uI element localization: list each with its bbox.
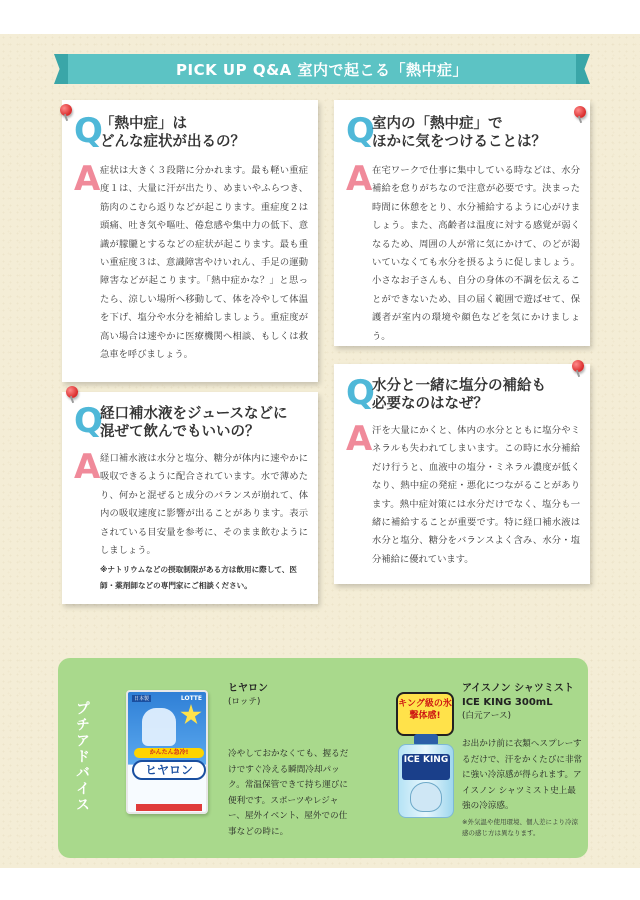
product-description: 冷やしておかなくても、握るだけですぐ冷える瞬間冷却パック。常温保管できて持ち運びに便利です。スポーツやレジャー、屋外イベント、屋外での仕事などの時に。 [228, 749, 349, 837]
qa-card-salt [334, 364, 590, 584]
product-hiyaron [228, 682, 352, 841]
hiyaron-package-image [126, 690, 208, 814]
package-stripe [136, 804, 202, 811]
product-note: ※外気温や使用環境、個人差により冷涼感の感じ方は異なります。 [462, 817, 578, 837]
qa-card-ors [62, 392, 318, 604]
qa-card-symptoms [62, 100, 318, 382]
advice-panel [58, 658, 588, 858]
product-name-line2: ICE KING 300mL [462, 697, 553, 708]
q-letter: Q [74, 111, 103, 151]
q-letter: Q [346, 373, 375, 413]
answer-text: 汗を大量にかくと、体内の水分とともに塩分やミネラルも失われてしまいます。この時に水分補給だけ行うと、血液中の塩分・ミネラル濃度が低くなり、熱中症の発症・悪化につながることがあります。熱中症対策には水分だけでなく、塩分も一緒に補給することが重要です。特に経口補水液は水分と塩分、糖分をバランスよく含み、水分・塩分補給に優れています。 [372, 425, 580, 565]
question-text: 経口補水液をジュースなどに 混ぜて飲んでもいいの？ [100, 406, 288, 440]
product-maker: (白元アース) [462, 711, 511, 721]
ice-king-face-graphic [410, 782, 442, 812]
qa-card-indoor [334, 100, 590, 346]
question-text: 水分と一緒に塩分の補給も 必要なのはなぜ？ [372, 378, 546, 412]
answer-text: 在宅ワークで仕事に集中している時などは、水分補給を怠りがちなので注意が必要です。決まった時間に休憩をとり、水分補給するように心がけましょう。また、高齢者は温度に対する感覚が弱くなるため、周囲の人が常に気にかけて、のどが渇いていなくても水分を摂るように促しましょう。小さなお子さんも、自分の身体の不調を伝えることができないため、目の届く範囲で遊ばせて、保護者が室内の環境や顔色などを気にかけましょう。 [372, 165, 580, 342]
package-tagline: かんたん急冷! [134, 748, 204, 758]
product-name: ヒヤロン [228, 683, 268, 694]
page-title-banner [62, 54, 582, 84]
answer-text: 経口補水液は水分と塩分、糖分が体内に速やかに吸収できるように配合されています。水で薄めたり、何かと混ぜると成分のバランスが崩れて、体内の吸収速度に影響が出ることがあります。表示されている目安量を参考に、そのまま飲むようにしましょう。 [100, 453, 308, 557]
advice-label: プチアドバイス [74, 701, 90, 813]
bottle-label: ICE KING [402, 754, 450, 780]
package-tag: 日本製 [134, 696, 150, 702]
spray-burst-text: キング級の氷撃体感! [398, 699, 452, 721]
pushpin-icon [66, 386, 78, 398]
answer-note: ※ナトリウムなどの摂取制限がある方は飲用に際して、医師・薬剤師などの専門家にご相談ください。 [100, 565, 297, 591]
product-description: お出かけ前に衣類へスプレーするだけで、汗をかくたびに非常に強い冷涼感が得られます。アイスノン シャツミスト史上最強の冷涼感。 [462, 739, 583, 812]
question-text: 室内の「熱中症」で ほかに気をつけることは？ [372, 116, 546, 150]
q-letter: Q [74, 401, 103, 441]
product-name: アイスノン シャツミスト [462, 683, 574, 694]
a-letter: A [346, 419, 373, 459]
a-letter: A [346, 159, 373, 199]
product-shirt-mist [462, 682, 584, 839]
a-letter: A [74, 447, 101, 487]
package-logo: ヒヤロン [132, 760, 206, 780]
hand-graphic [142, 708, 176, 746]
q-letter: Q [346, 111, 375, 151]
page-title: PICK UP Q&A 室内で起こる「熱中症」 [176, 60, 468, 79]
answer-text: 症状は大きく３段階に分かれます。最も軽い重症度１は、大量に汗が出たり、めまいやふらつき、筋肉のこむら返りなどが起こります。重症度２は頭痛、吐き気や嘔吐、倦怠感や集中力の低下、意識が朦朧とするなどの症状が起こります。最も重い重症度３は、意識障害やけいれん、手足の運動障害などが起こります。「熱中症かな？」と思ったら、涼しい場所へ移動して、体を冷やして体温を下げ、塩分や水分を補給しましょう。重症度が高い場合は速やかに医療機関へ相談、もしくは救急車を呼びましょう。 [100, 165, 308, 361]
pushpin-icon [574, 106, 586, 118]
pushpin-icon [60, 104, 72, 116]
package-brand: LOTTE [180, 695, 202, 702]
star-burst-icon [180, 704, 202, 726]
a-letter: A [74, 159, 101, 199]
question-text: 「熱中症」は どんな症状が出るの？ [100, 116, 245, 150]
product-maker: (ロッテ) [228, 697, 261, 707]
pushpin-icon [572, 360, 584, 372]
